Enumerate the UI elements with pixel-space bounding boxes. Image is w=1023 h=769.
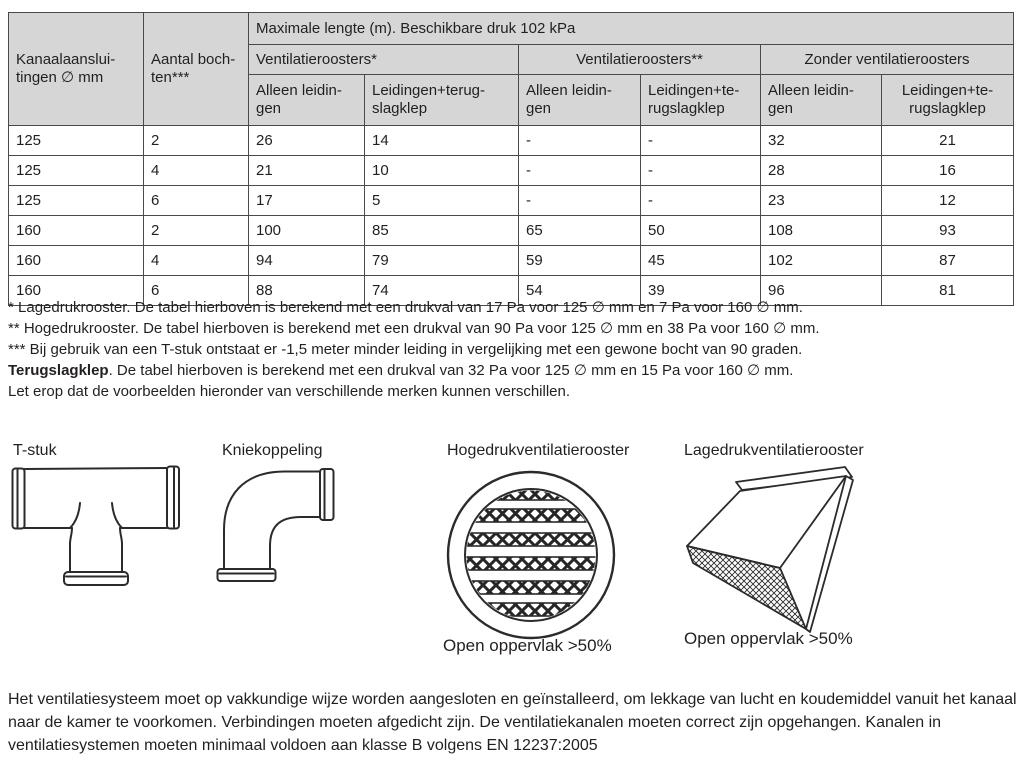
table-cell: 102 bbox=[761, 246, 882, 276]
table-cell: 26 bbox=[249, 126, 365, 156]
open-oppervlak-label-hood: Open oppervlak >50% bbox=[684, 629, 853, 648]
table-cell: 125 bbox=[9, 126, 144, 156]
kniekoppeling-label: Kniekoppeling bbox=[222, 442, 323, 459]
table-cell: 96 bbox=[761, 276, 882, 306]
footnotes bbox=[8, 297, 1018, 402]
lagedrukventilatierooster-label: Lagedrukventilatierooster bbox=[684, 442, 864, 459]
table-cell: 45 bbox=[641, 246, 761, 276]
hogedrukventilatierooster-illustration bbox=[444, 468, 619, 640]
table-cell: 4 bbox=[144, 246, 249, 276]
table-cell: 160 bbox=[9, 246, 144, 276]
table-cell: 17 bbox=[249, 186, 365, 216]
table-row bbox=[9, 216, 1014, 246]
table-cell: 125 bbox=[9, 186, 144, 216]
group-header-ventilatieroosters-2: Ventilatieroosters** bbox=[519, 45, 761, 75]
table-cell: 87 bbox=[882, 246, 1014, 276]
table-cell: 28 bbox=[761, 156, 882, 186]
table-cell: 125 bbox=[9, 156, 144, 186]
table-cell: 160 bbox=[9, 216, 144, 246]
kniekoppeling-illustration bbox=[215, 460, 340, 585]
table-cell: 2 bbox=[144, 216, 249, 246]
table-row bbox=[9, 156, 1014, 186]
table-cell: 79 bbox=[365, 246, 519, 276]
subheader-cell: Alleen leidin-gen bbox=[249, 75, 365, 126]
table-cell: 59 bbox=[519, 246, 641, 276]
footnote-terugslagklep: Terugslagklep. De tabel hierboven is berekend met een drukval van 32 Pa voor 125 ∅ mm en 15 Pa voor 160 ∅ mm. bbox=[8, 362, 794, 379]
table-cell: 50 bbox=[641, 216, 761, 246]
table-cell: 54 bbox=[519, 276, 641, 306]
subheader-cell: Leidingen+te-rugslagklep bbox=[641, 75, 761, 126]
table-cell: 81 bbox=[882, 276, 1014, 306]
subheader-cell: Alleen leidin-gen bbox=[761, 75, 882, 126]
subheader-cell: Leidingen+te-rugslagklep bbox=[882, 75, 1014, 126]
footnote-t-stuk: *** Bij gebruik van een T-stuk ontstaat er -1,5 meter minder leiding in vergelijking met een gewone bocht van 90 graden. bbox=[8, 341, 803, 358]
table-cell: 2 bbox=[144, 126, 249, 156]
t-stuk-label: T-stuk bbox=[13, 442, 57, 459]
subheader-cell: Leidingen+terug-slagklep bbox=[365, 75, 519, 126]
table-row bbox=[9, 126, 1014, 156]
table-cell: 85 bbox=[365, 216, 519, 246]
table-cell: 32 bbox=[761, 126, 882, 156]
table-row bbox=[9, 246, 1014, 276]
table-cell: 6 bbox=[144, 276, 249, 306]
table-cell: - bbox=[519, 186, 641, 216]
table-cell: - bbox=[641, 186, 761, 216]
table-cell: - bbox=[519, 156, 641, 186]
table-cell: 160 bbox=[9, 276, 144, 306]
subheader-cell: Alleen leidin-gen bbox=[519, 75, 641, 126]
table-cell: 88 bbox=[249, 276, 365, 306]
table-cell: 14 bbox=[365, 126, 519, 156]
table-cell: 10 bbox=[365, 156, 519, 186]
hogedrukventilatierooster-label: Hogedrukventilatierooster bbox=[447, 442, 630, 459]
table-cell: 4 bbox=[144, 156, 249, 186]
max-length-table bbox=[8, 12, 1014, 306]
table-cell: 12 bbox=[882, 186, 1014, 216]
footnote-let-erop: Let erop dat de voorbeelden hieronder van verschillende merken kunnen verschillen. bbox=[8, 383, 571, 400]
t-stuk-illustration bbox=[8, 462, 188, 592]
group-header-zonder-ventilatieroosters: Zonder ventilatieroosters bbox=[761, 45, 1014, 75]
lagedrukventilatierooster-illustration bbox=[660, 455, 870, 645]
table-cell: 100 bbox=[249, 216, 365, 246]
group-header-ventilatieroosters-1: Ventilatieroosters* bbox=[249, 45, 519, 75]
table-cell: 65 bbox=[519, 216, 641, 246]
installation-paragraph: Het ventilatiesysteem moet op vakkundige wijze worden aangesloten en geïnstalleerd, om lekkage van lucht en koudemiddel vanuit het kanaal naar de kamer te voorkomen. Verbindingen moeten afgedicht zijn. De ventilatiekanalen moeten correct zijn opgehangen. Kanalen in ventilatiesystemen moeten minimaal voldoen aan klasse B volgens EN 12237:2005 bbox=[8, 691, 1017, 754]
table-row bbox=[9, 186, 1014, 216]
open-oppervlak-label-grille: Open oppervlak >50% bbox=[443, 636, 612, 655]
table-cell: 94 bbox=[249, 246, 365, 276]
table-cell: 74 bbox=[365, 276, 519, 306]
table-cell: 93 bbox=[882, 216, 1014, 246]
table-cell: - bbox=[641, 156, 761, 186]
table-cell: 39 bbox=[641, 276, 761, 306]
table-cell: 21 bbox=[882, 126, 1014, 156]
table-cell: 16 bbox=[882, 156, 1014, 186]
table-cell: 5 bbox=[365, 186, 519, 216]
footnote-lagedrukrooster: * Lagedrukrooster. De tabel hierboven is berekend met een drukval van 17 Pa voor 125 ∅ mm en 7 Pa voor 160 ∅ mm. bbox=[8, 299, 803, 316]
col-header-kanaalaansluitingen: Kanaalaanslui-tingen ∅ mm bbox=[9, 13, 144, 126]
table-title: Maximale lengte (m). Beschikbare druk 102 kPa bbox=[249, 13, 1014, 45]
table-cell: 108 bbox=[761, 216, 882, 246]
table-cell: - bbox=[641, 126, 761, 156]
col-header-aantal-bochten: Aantal boch-ten*** bbox=[144, 13, 249, 126]
table-cell: - bbox=[519, 126, 641, 156]
table-cell: 21 bbox=[249, 156, 365, 186]
table-cell: 6 bbox=[144, 186, 249, 216]
table-cell: 23 bbox=[761, 186, 882, 216]
footnote-hogedrukrooster: ** Hogedrukrooster. De tabel hierboven is berekend met een drukval van 90 Pa voor 125 ∅ mm en 38 Pa voor 160 ∅ mm. bbox=[8, 320, 820, 337]
